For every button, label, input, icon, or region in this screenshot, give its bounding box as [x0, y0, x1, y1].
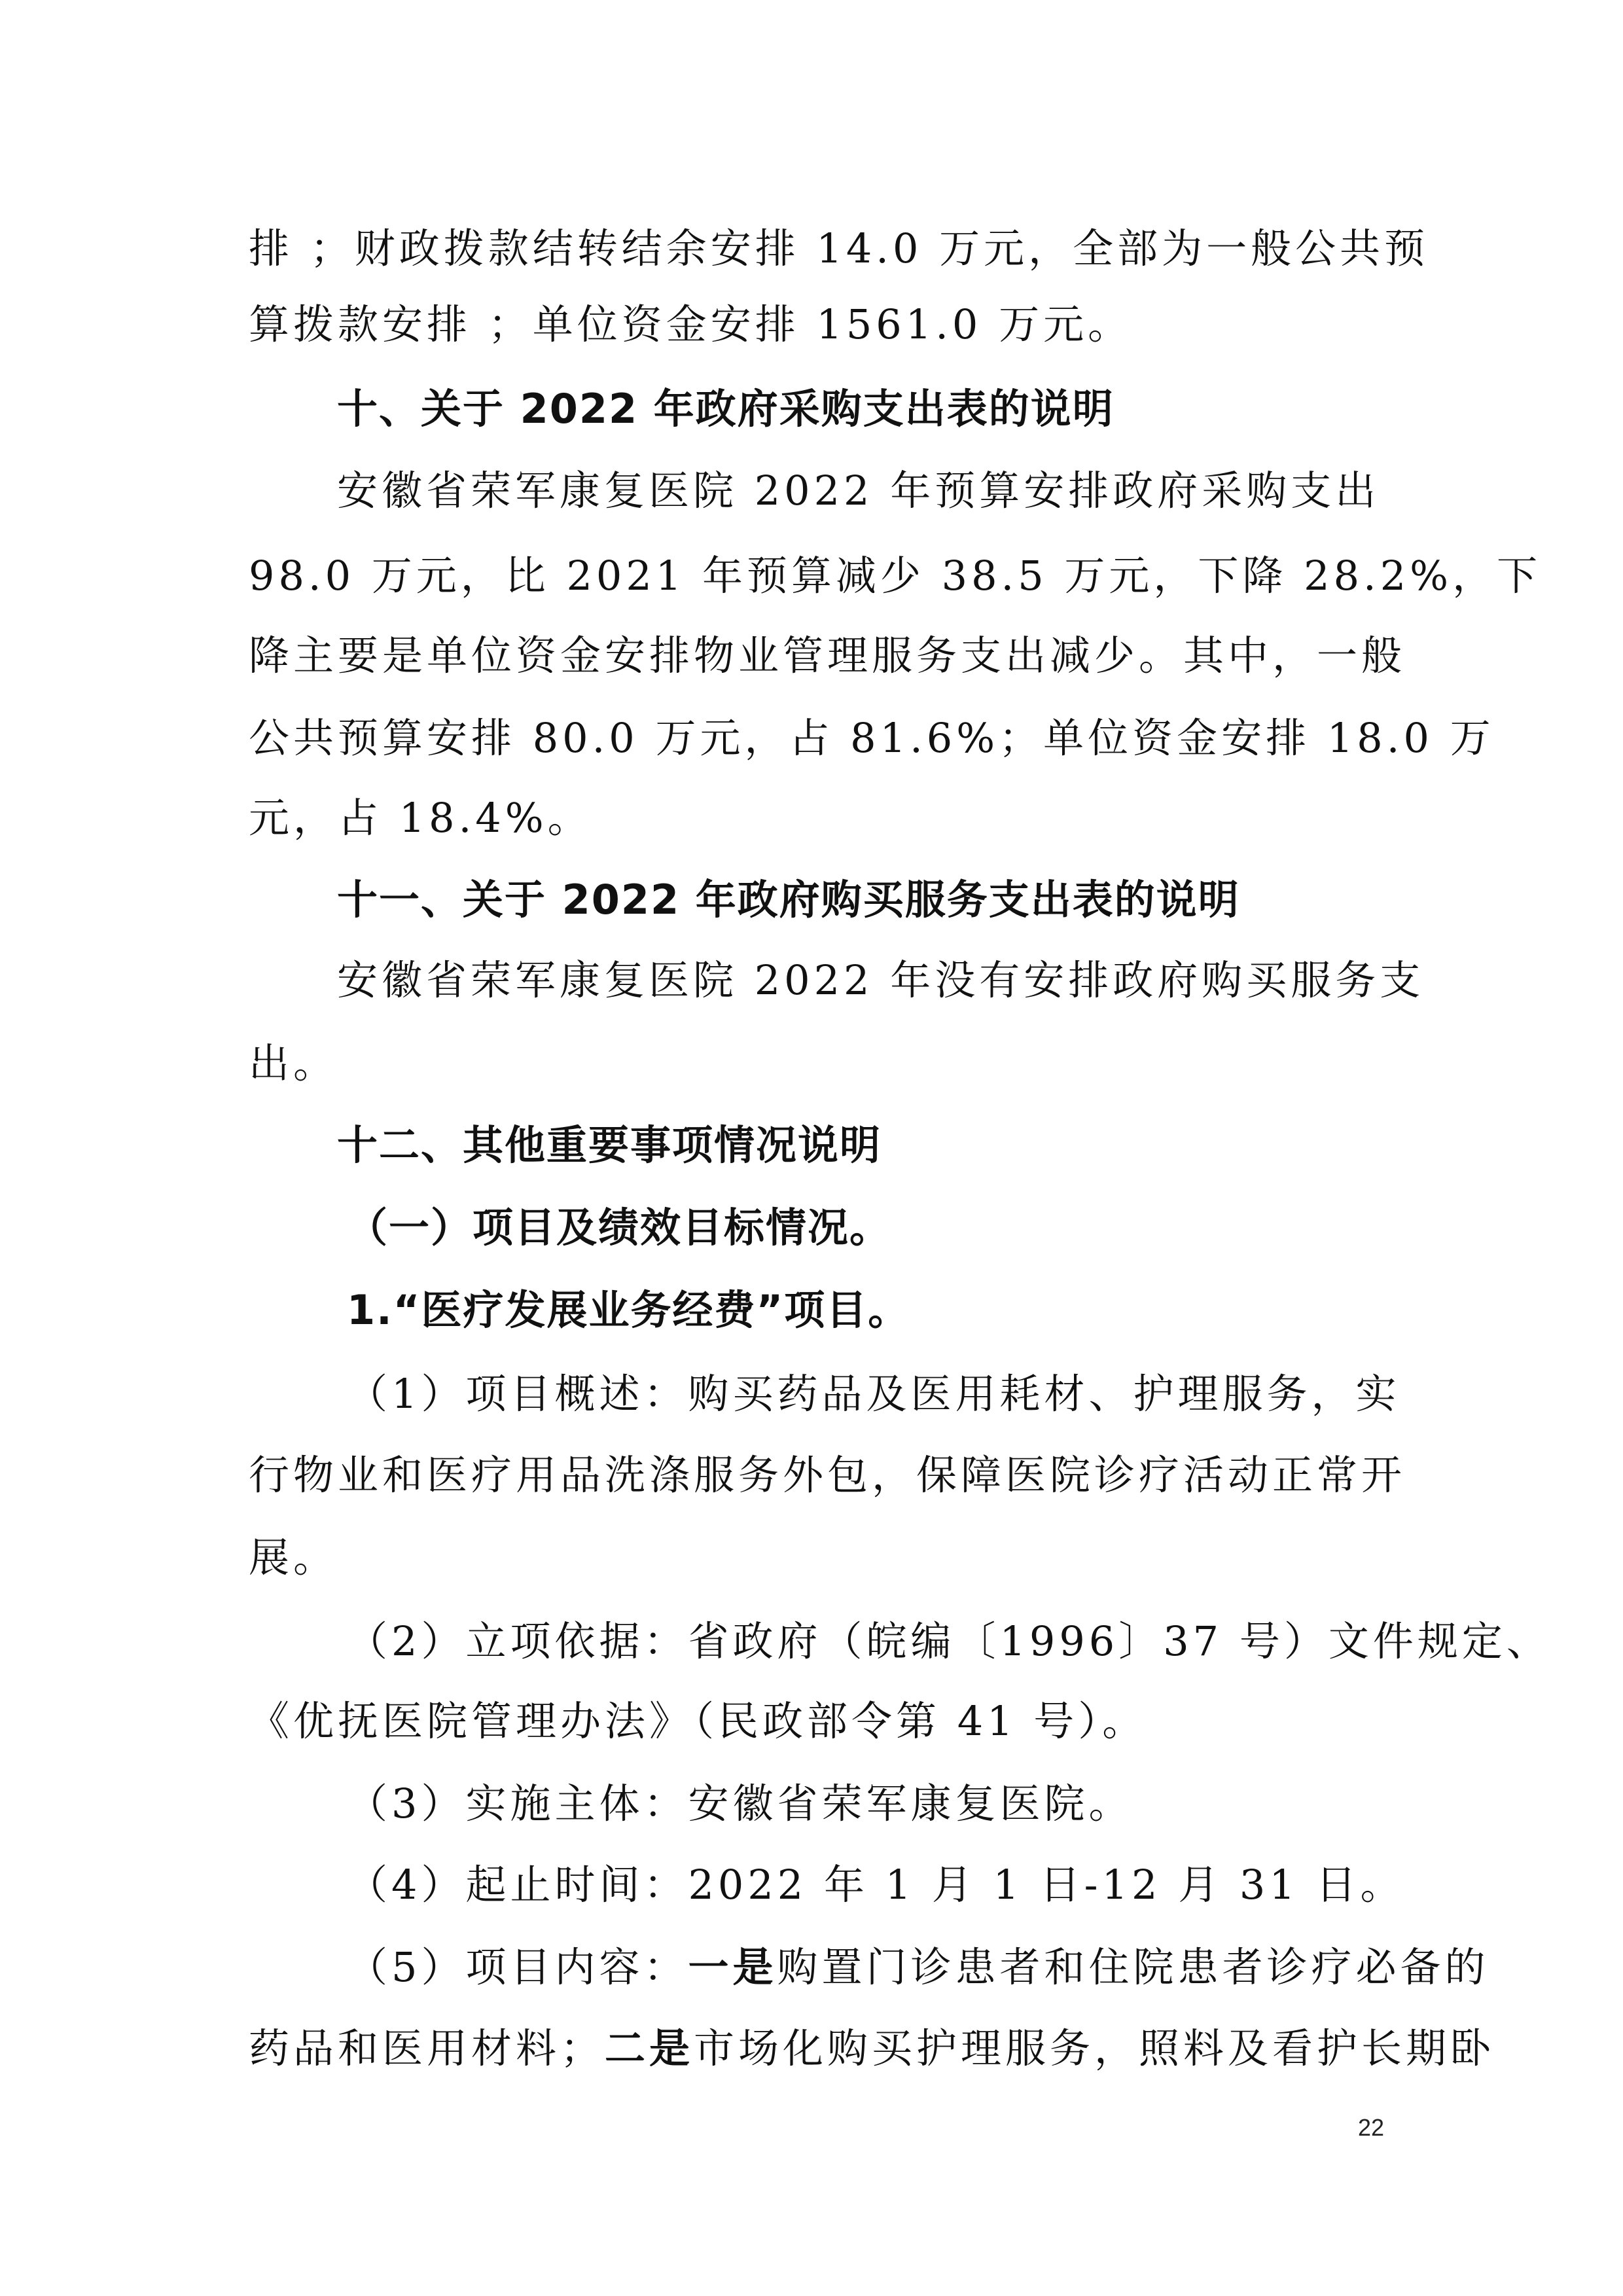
paragraph-line: （2）立项依据：省政府（皖编〔1996〕37 号）文件规定、 [347, 1617, 1551, 1665]
subsection-heading: （一）项目及绩效目标情况。 [347, 1204, 892, 1251]
emphasis-text: 一是 [688, 1943, 777, 1991]
paragraph-line: 安徽省荣军康复医院 2022 年没有安排政府购买服务支 [337, 956, 1425, 1004]
paragraph-line: 元，占 18.4%。 [249, 794, 592, 842]
emphasis-text: 二是 [605, 2024, 694, 2072]
text-run: （5）项目内容： [347, 1943, 688, 1991]
section-heading-10: 十、关于 2022 年政府采购支出表的说明 [337, 385, 1115, 433]
paragraph-line: 降主要是单位资金安排物业管理服务支出减少。其中，一般 [249, 632, 1406, 679]
paragraph-line: 行物业和医疗用品洗涤服务外包，保障医院诊疗活动正常开 [249, 1451, 1406, 1499]
paragraph-line: 出。 [249, 1039, 338, 1087]
section-heading-12: 十二、其他重要事项情况说明 [337, 1121, 882, 1169]
text-run: 药品和医用材料； [249, 2024, 605, 2072]
paragraph-line: 算拨款安排 ；单位资金安排 1561.0 万元。 [249, 300, 1133, 348]
page-number: 22 [1357, 2114, 1384, 2141]
paragraph-line: （3）实施主体：安徽省荣军康复医院。 [347, 1780, 1133, 1827]
section-heading-11: 十一、关于 2022 年政府购买服务支出表的说明 [337, 876, 1240, 924]
paragraph-line: 展。 [249, 1534, 338, 1581]
paragraph-line: （1）项目概述：购买药品及医用耗材、护理服务，实 [347, 1370, 1400, 1418]
paragraph-line: 排 ；财政拨款结转结余安排 14.0 万元，全部为一般公共预 [249, 224, 1429, 272]
text-run: 市场化购买护理服务，照料及看护长期卧 [694, 2024, 1495, 2072]
paragraph-line: （4）起止时间：2022 年 1 月 1 日-12 月 31 日。 [347, 1861, 1405, 1909]
paragraph-line: 《优抚医院管理办法》（民政部令第 41 号）。 [249, 1697, 1147, 1745]
paragraph-line: 安徽省荣军康复医院 2022 年预算安排政府采购支出 [337, 467, 1380, 514]
paragraph-line: 公共预算安排 80.0 万元，占 81.6%；单位资金安排 18.0 万 [249, 714, 1495, 762]
text-run: 购置门诊患者和住院患者诊疗必备的 [777, 1943, 1489, 1991]
paragraph-line: 98.0 万元，比 2021 年预算减少 38.5 万元，下降 28.2%，下 [249, 552, 1542, 600]
paragraph-line [0, 1941, 1623, 1994]
paragraph-line [0, 2022, 1623, 2075]
item-heading: 1.“医疗发展业务经费”项目。 [347, 1286, 910, 1334]
